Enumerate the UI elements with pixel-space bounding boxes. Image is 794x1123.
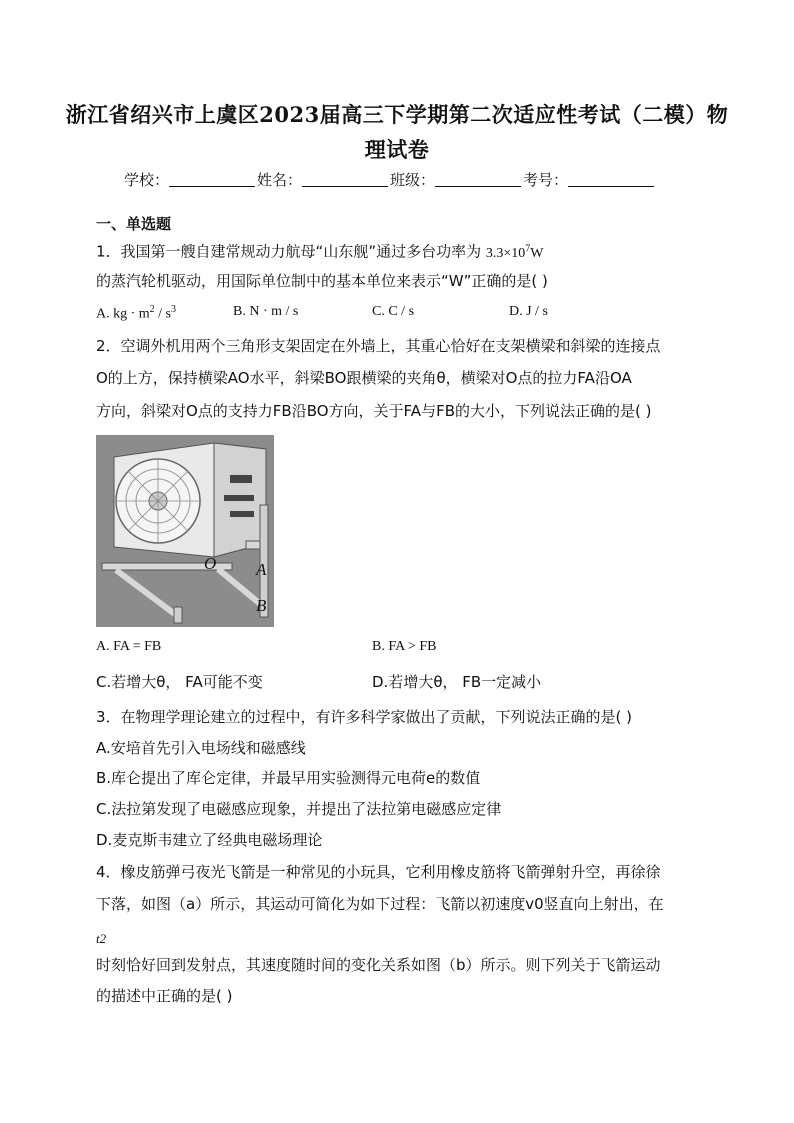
q1-option-a-exp2: 3 xyxy=(171,304,177,315)
figure-label-a: A xyxy=(256,560,267,579)
q2-line2: O的上方，保持横梁AO水平，斜梁BO跟横梁的夹角θ，横梁对O点的拉力FA沿OA xyxy=(96,369,632,387)
q1-option-a-exp1: 2 xyxy=(149,304,155,315)
exam-title-line2: 理试卷 xyxy=(364,137,430,162)
q2-option-d[interactable]: D.若增大θ， FB一定减小 xyxy=(372,673,542,691)
q1-option-a[interactable] xyxy=(96,304,176,323)
exam-title-line1: 浙江省绍兴市上虞区2023届高三下学期第二次适应性考试（二模）物 xyxy=(65,102,729,127)
q1-option-b[interactable]: B. N · m / s xyxy=(233,304,299,319)
q1-option-d[interactable]: D. J / s xyxy=(509,304,548,319)
q4-line3: 时刻恰好回到发射点，其速度随时间的变化关系如图（b）所示。则下列关于飞箭运动 xyxy=(96,956,661,974)
school-label: 学校： xyxy=(124,171,170,189)
q2-option-a[interactable]: A. FA = FB xyxy=(96,639,162,654)
class-blank[interactable] xyxy=(435,172,521,187)
q1-power xyxy=(485,243,544,261)
q4-line2: 下落，如图（a）所示，其运动可简化为如下过程：飞箭以初速度v0竖直向上射出，在 xyxy=(96,895,664,913)
q1-power-unit: W xyxy=(530,245,544,261)
number-label: 考号： xyxy=(523,171,569,189)
section-heading: 一、单选题 xyxy=(96,215,172,233)
name-label: 姓名： xyxy=(257,171,303,189)
name-blank[interactable] xyxy=(302,172,388,187)
q1-line2: 的蒸汽轮机驱动，用国际单位制中的基本单位来表示“W”正确的是( ) xyxy=(96,272,548,290)
q2-option-b[interactable]: B. FA > FB xyxy=(372,639,437,654)
q3-option-c[interactable]: C.法拉第发现了电磁感应现象，并提出了法拉第电磁感应定律 xyxy=(96,800,502,818)
q1-power-exp: 7 xyxy=(525,243,531,254)
q1-option-a-text: A. kg · m xyxy=(96,306,150,322)
q1-line1 xyxy=(96,238,544,265)
q3-stem: 3．在物理学理论建立的过程中，有许多科学家做出了贡献，下列说法正确的是( ) xyxy=(96,708,633,726)
q1-stem: 1．我国第一艘自建常规动力航母“山东舰”通过多台功率为 xyxy=(96,242,482,261)
q1-option-c[interactable]: C. C / s xyxy=(372,304,415,319)
q3-option-a[interactable]: A.安培首先引入电场线和磁感线 xyxy=(96,739,306,757)
q2-option-c[interactable]: C.若增大θ， FA可能不变 xyxy=(96,673,263,691)
q1-power-base: 3.3×10 xyxy=(485,245,526,261)
figure-label-b: B xyxy=(256,596,267,615)
air-conditioner-photo xyxy=(96,435,274,627)
number-blank[interactable] xyxy=(568,172,654,187)
figure-label-o: O xyxy=(204,554,217,573)
q2-line1: 2．空调外机用两个三角形支架固定在外墙上，其重心恰好在支架横梁和斜梁的连接点 xyxy=(96,337,661,355)
q1-option-a-tail: / s xyxy=(154,306,172,322)
q4-t2-label: t2 xyxy=(96,931,107,946)
school-blank[interactable] xyxy=(169,172,255,187)
q4-line4: 的描述中正确的是( ) xyxy=(96,987,233,1005)
q3-option-b[interactable]: B.库仑提出了库仑定律，并最早用实验测得元电荷e的数值 xyxy=(96,769,481,787)
q2-line3: 方向，斜梁对O点的支持力FB沿BO方向，关于FA与FB的大小，下列说法正确的是( ) xyxy=(96,402,652,420)
q4-line1: 4．橡皮筋弹弓夜光飞箭是一种常见的小玩具，它利用橡皮筋将飞箭弹射升空，再徐徐 xyxy=(96,863,661,881)
q3-option-d[interactable]: D.麦克斯韦建立了经典电磁场理论 xyxy=(96,831,323,849)
student-info-fields xyxy=(124,169,656,191)
class-label: 班级： xyxy=(390,171,436,189)
